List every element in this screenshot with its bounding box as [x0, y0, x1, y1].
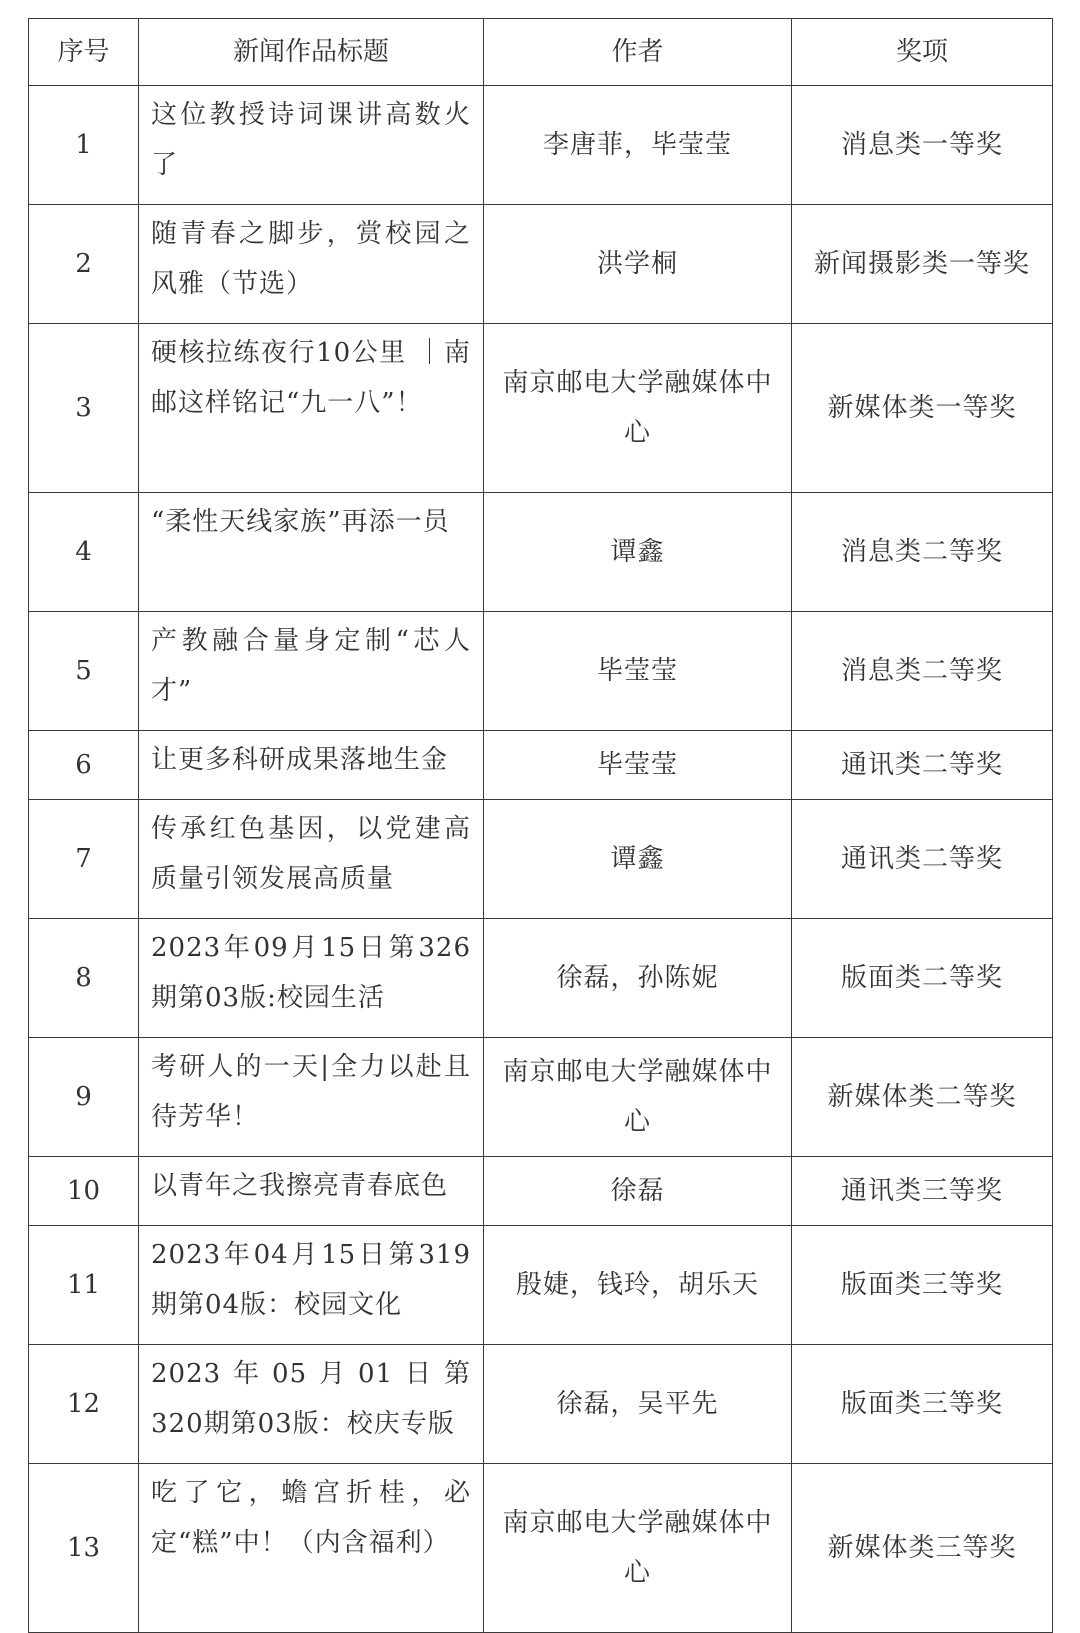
- table-row: [29, 493, 1053, 612]
- row-number: 10: [29, 1157, 139, 1226]
- row-title: 考研人的一天|全力以赴且待芳华！: [139, 1038, 484, 1157]
- row-award: 消息类二等奖: [792, 612, 1053, 731]
- row-number: 6: [29, 731, 139, 800]
- row-author: 谭鑫: [484, 800, 792, 919]
- awards-table: [28, 18, 1053, 1633]
- row-title: 2023年05月01日第 320期第03版：校庆专版: [139, 1345, 484, 1464]
- header-author: 作者: [484, 19, 792, 86]
- row-author: 殷婕，钱玲，胡乐天: [484, 1226, 792, 1345]
- row-title: 这位教授诗词课讲高数火了: [139, 86, 484, 205]
- row-award: 版面类二等奖: [792, 919, 1053, 1038]
- header-number: 序号: [29, 19, 139, 86]
- row-award: 通讯类三等奖: [792, 1157, 1053, 1226]
- row-author: 谭鑫: [484, 493, 792, 612]
- row-title: 吃了它，蟾宫折桂，必定“糕”中！（内含福利）: [139, 1464, 484, 1633]
- row-award: 通讯类二等奖: [792, 731, 1053, 800]
- row-author: 南京邮电大学融媒体中心: [484, 324, 792, 493]
- row-title: 以青年之我擦亮青春底色: [139, 1157, 484, 1226]
- table-row: [29, 800, 1053, 919]
- table-row: [29, 86, 1053, 205]
- row-author: 李唐菲，毕莹莹: [484, 86, 792, 205]
- row-number: 4: [29, 493, 139, 612]
- row-title: 硬核拉练夜行10公里 ｜南邮这样铭记“九一八”！: [139, 324, 484, 493]
- row-award: 消息类二等奖: [792, 493, 1053, 612]
- row-number: 3: [29, 324, 139, 493]
- row-author: 洪学桐: [484, 205, 792, 324]
- row-award: 新媒体类三等奖: [792, 1464, 1053, 1633]
- row-author: 南京邮电大学融媒体中心: [484, 1464, 792, 1633]
- table-row: [29, 1345, 1053, 1464]
- table-row: [29, 919, 1053, 1038]
- row-number: 13: [29, 1464, 139, 1633]
- row-author: 徐磊，孙陈妮: [484, 919, 792, 1038]
- row-title: 2023年04月15日第319期第04版：校园文化: [139, 1226, 484, 1345]
- row-number: 11: [29, 1226, 139, 1345]
- table-row: [29, 1038, 1053, 1157]
- row-number: 9: [29, 1038, 139, 1157]
- row-title: 2023年09月15日第326期第03版:校园生活: [139, 919, 484, 1038]
- table-header-row: [29, 19, 1053, 86]
- table-row: [29, 1464, 1053, 1633]
- header-title: 新闻作品标题: [139, 19, 484, 86]
- row-title: 随青春之脚步，赏校园之风雅（节选）: [139, 205, 484, 324]
- row-title: 传承红色基因，以党建高质量引领发展高质量: [139, 800, 484, 919]
- row-award: 新媒体类二等奖: [792, 1038, 1053, 1157]
- row-number: 5: [29, 612, 139, 731]
- row-award: 消息类一等奖: [792, 86, 1053, 205]
- table-row: [29, 731, 1053, 800]
- table-row: [29, 205, 1053, 324]
- row-award: 新媒体类一等奖: [792, 324, 1053, 493]
- row-award: 版面类三等奖: [792, 1345, 1053, 1464]
- row-award: 通讯类二等奖: [792, 800, 1053, 919]
- row-number: 1: [29, 86, 139, 205]
- row-title: 产教融合量身定制“芯人才”: [139, 612, 484, 731]
- header-award: 奖项: [792, 19, 1053, 86]
- row-author: 徐磊: [484, 1157, 792, 1226]
- row-title: “柔性天线家族”再添一员: [139, 493, 484, 612]
- row-author: 毕莹莹: [484, 612, 792, 731]
- row-number: 8: [29, 919, 139, 1038]
- row-title: 让更多科研成果落地生金: [139, 731, 484, 800]
- table-row: [29, 1157, 1053, 1226]
- table-row: [29, 612, 1053, 731]
- table-row: [29, 1226, 1053, 1345]
- row-number: 2: [29, 205, 139, 324]
- row-award: 新闻摄影类一等奖: [792, 205, 1053, 324]
- row-author: 毕莹莹: [484, 731, 792, 800]
- row-number: 7: [29, 800, 139, 919]
- row-number: 12: [29, 1345, 139, 1464]
- row-award: 版面类三等奖: [792, 1226, 1053, 1345]
- awards-table-container: [28, 18, 1052, 1633]
- row-author: 南京邮电大学融媒体中心: [484, 1038, 792, 1157]
- row-author: 徐磊，吴平先: [484, 1345, 792, 1464]
- table-row: [29, 324, 1053, 493]
